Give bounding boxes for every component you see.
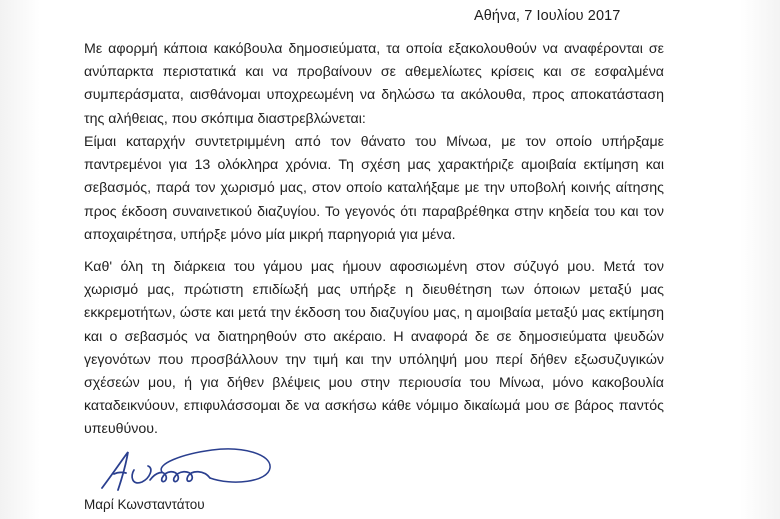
paragraph-intro: Με αφορμή κάποια κακόβουλα δημοσιεύματα, τα οποία εξακολουθούν να αναφέρονται σε ανύπαρκτα περιστατικά και να προβαίνουν σε αθεμελίωτες κρίσεις και σε εσφαλμένα συμπεράσματα, αισθάνομαι υποχρεωμένη να δηλώσω τα ακόλουθα, προς αποκατάσταση της αλήθειας, που σκόπιμα διαστρεβλώνεται: (84, 41, 664, 127)
signature-name: Μαρί Κωνσταντάτου (84, 497, 205, 512)
paragraph-condolence: Είμαι καταρχήν συντετριμμένη από τον θάνατο του Μίνωα, με τον οποίο υπήρξαμε παντρεμένοι για 13 ολόκληρα χρόνια. Τη σχέση μας χαρακτήριζε αμοιβαία εκτίμηση και σεβασμός, παρά τον χωρισμό μας, στον οποίο καταλήξαμε με την υποβολή κοινής αίτησης προς έκδοση συναινετικού διαζυγίου. Το γεγονός ότι παραβρέθηκα στην κηδεία του και τον αποχαιρέτησα, υπήρξε μόνο μία μικρή παρηγοριά για μένα. (84, 134, 664, 243)
handwritten-signature (92, 442, 282, 498)
letter-date: Αθήνα, 7 Ιουλίου 2017 (474, 8, 621, 24)
paragraph-statement: Καθ' όλη τη διάρκεια του γάμου μας ήμουν αφοσιωμένη στον σύζυγό μου. Μετά τον χωρισμό μας, πρώτιστη επιδίωξή μας υπήρξε η διευθέτηση των όποιων μεταξύ μας εκκρεμοτήτων, ώστε και μετά την έκδοση του διαζυγίου μας, η αμοιβαία μεταξύ μας εκτίμηση και ο σεβασμός να διατηρηθούν στο ακέραιο. Η αναφορά δε σε δημοσιεύματα ψευδών γεγονότων που προσβάλλουν την τιμή και την υπόληψή μου περί δήθεν εξωσυζυγικών σχέσεών μου, ή για δήθεν βλέψεις μου στην περιουσία του Μίνωα, μόνο κακοβουλία καταδεικνύουν, επιφυλάσσομαι δε να ασκήσω κάθε νόμιμο δικαίωμά μου σε βάρος παντός υπευθύνου. (84, 259, 664, 438)
